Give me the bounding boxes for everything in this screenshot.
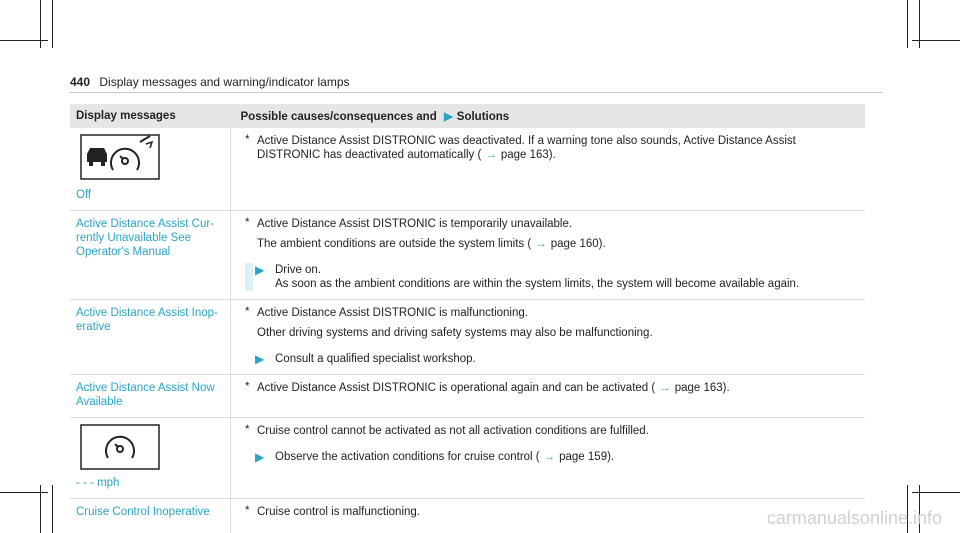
- crop-mark: [912, 492, 960, 493]
- solution-arrow-icon: ▶: [443, 111, 453, 123]
- message-cell: [70, 300, 231, 375]
- crop-mark: [52, 0, 53, 48]
- message-cell: [70, 211, 231, 300]
- cause-cell: * Active Distance Assist DISTRONIC is operational again and can be activated ( → page 163).: [231, 375, 866, 418]
- page-reference-icon: →: [485, 149, 497, 161]
- watermark: carmanualsonline.info: [766, 508, 942, 528]
- cause-cell: * Cruise control cannot be activated as not all activation conditions are fulfilled. ▶ Observe the activation conditions for cruise control ( → page 159).: [231, 418, 866, 499]
- table-row: [70, 211, 865, 300]
- crop-mark: [0, 492, 48, 493]
- crop-mark: [912, 40, 960, 41]
- header-divider: [70, 92, 882, 93]
- crop-mark: [0, 40, 48, 41]
- display-message: - - - mph: [76, 477, 120, 489]
- page-reference-icon: →: [543, 451, 556, 463]
- solution-step: ▶ Consult a qualified specialist workshop.: [255, 352, 476, 366]
- crop-mark: [907, 0, 908, 48]
- page-reference-link[interactable]: page 160).: [550, 238, 606, 250]
- message-cell: [70, 418, 231, 499]
- display-message: Off: [76, 189, 92, 201]
- message-cell: [70, 128, 231, 211]
- solution-step: ▶ Observe the activation conditions for cruise control ( → page 159).: [255, 450, 615, 464]
- display-message: Active Distance Assist Inop- erative: [76, 307, 218, 333]
- display-message: Active Distance Assist Now Available: [76, 382, 215, 408]
- step-arrow-icon: ▶: [255, 450, 265, 464]
- step-arrow-icon: ▶: [255, 263, 265, 277]
- solution-step: ▶ Drive on. As soon as the ambient conditions are within the system limits, the system will become available again.: [245, 263, 859, 291]
- table-row: [70, 418, 865, 499]
- column-header-messages: Display messages: [70, 104, 231, 128]
- display-message: Cruise Control Inoperative: [76, 506, 210, 518]
- cruise-control-icon: [80, 424, 160, 470]
- table-row: [70, 300, 865, 375]
- page-number: 440: [70, 75, 91, 89]
- page-reference-link[interactable]: page 163).: [500, 149, 556, 161]
- column-header-causes: Possible causes/consequences and ▶ Solutions: [231, 104, 866, 128]
- cause-cell: * Active Distance Assist DISTRONIC is malfunctioning. Other driving systems and driving safety systems may also be malfunctioning. ▶ Consult a qualified specialist workshop.: [231, 300, 866, 375]
- table-header-row: [70, 104, 865, 128]
- table-row: [70, 375, 865, 418]
- cause-cell: * Active Distance Assist DISTRONIC is temporarily unavailable. The ambient conditions are outside the system limits ( → page 160). ▶ Drive on. As soon as the ambient conditions are within the system limits, the system will become available again.: [231, 211, 866, 300]
- message-cell: [70, 499, 231, 533]
- page-reference-link[interactable]: page 159).: [559, 451, 615, 463]
- page-title: Display messages and warning/indicator lamps: [99, 75, 350, 89]
- message-cell: [70, 375, 231, 418]
- cause-cell: * Cruise control is malfunctioning.: [245, 505, 420, 518]
- messages-table: [70, 104, 865, 533]
- page-reference-icon: →: [535, 238, 547, 250]
- cause-bullet: * Active Distance Assist DISTRONIC was deactivated. If a warning tone also sounds, Active Distance Assist DISTRONIC has deactivated automatically ( → page 163).: [245, 134, 796, 161]
- table-row: [70, 128, 865, 211]
- step-arrow-icon: ▶: [255, 352, 265, 366]
- cause-cell: [231, 128, 866, 211]
- page-reference-link[interactable]: page 163).: [674, 382, 730, 394]
- table-row: [70, 499, 865, 533]
- distance-assist-off-icon: [80, 134, 160, 180]
- page-header: [70, 75, 350, 89]
- display-message: Active Distance Assist Cur- rently Unavailable See Operator's Manual: [76, 218, 215, 258]
- crop-mark: [52, 485, 53, 533]
- page-reference-icon: →: [659, 382, 671, 394]
